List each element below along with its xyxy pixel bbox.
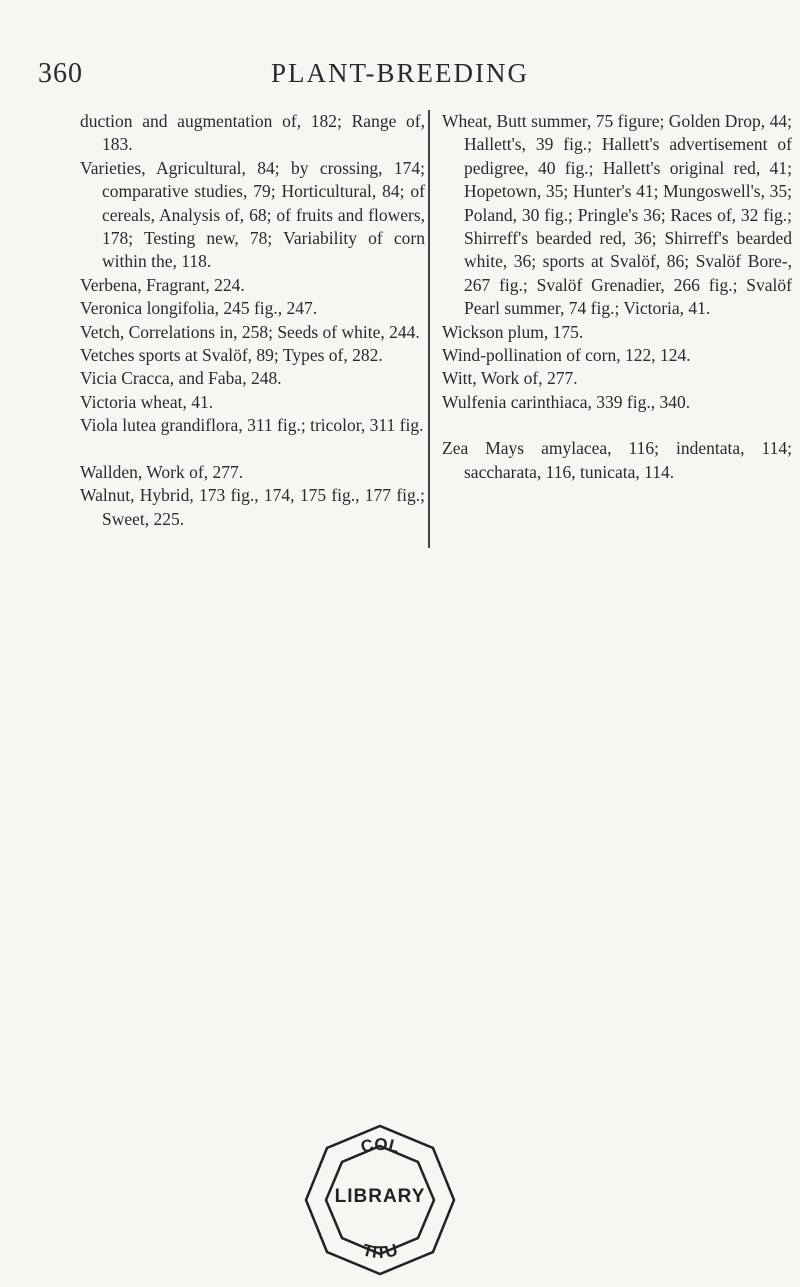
index-entry: Wallden, Work of, 277. xyxy=(80,461,244,482)
index-entry: Viola lutea grandiflora, 311 fig.; tricolor, 311 fig. xyxy=(80,415,424,436)
index-column-left xyxy=(80,110,425,531)
svg-text:TITU xyxy=(360,1240,399,1262)
running-head: PLANT-BREEDING xyxy=(270,58,529,88)
index-entry: Wickson plum, 175. xyxy=(442,321,584,342)
section-gap xyxy=(80,438,425,461)
page-number: 360 xyxy=(38,58,83,89)
index-entry: Vetches sports at Svalöf, 89; Types of, 282. xyxy=(80,345,383,366)
svg-text:COL xyxy=(359,1135,402,1157)
index-entry: Walnut, Hybrid, 173 fig., 174, 175 fig., 177 fig.; Sweet, 225. xyxy=(80,485,425,529)
stamp-top-text: COL xyxy=(358,1134,402,1157)
index-entry: Vicia Cracca, and Faba, 248. xyxy=(80,368,282,389)
index-entry: Witt, Work of, 277. xyxy=(442,368,578,389)
stamp-center-text: LIBRARY xyxy=(334,1186,426,1207)
index-entry: Vetch, Correlations in, 258; Seeds of white, 244. xyxy=(80,321,420,342)
index-entry: Victoria wheat, 41. xyxy=(80,391,214,412)
index-entry: duction and augmentation of, 182; Range of, 183. xyxy=(80,111,425,155)
index-entry: Wheat, Butt summer, 75 figure; Golden Drop, 44; Hallett's, 39 fig.; Hallett's advertisement of pedigree, 40 fig.; Hallett's original red, 41; Hopetown, 35; Hunter's 41; Mungoswell's, 35; Poland, 30 fig.; Pringle's 36; Races of, 32 fig.; Shirreff's bearded red, 36; Shirreff's bearded white, 36; sports at Svalöf, 86; Svalöf Bore-, 267 fig.; Svalöf Grenadier, 266 fig.; Svalöf Pearl summer, 74 fig.; Victoria, 41. xyxy=(442,111,792,319)
column-divider xyxy=(428,110,430,548)
index-entry: Veronica longifolia, 245 fig., 247. xyxy=(80,298,318,319)
index-entry: Wulfenia carinthiaca, 339 fig., 340. xyxy=(442,391,691,412)
section-gap xyxy=(442,414,792,437)
stamp-bottom-text: TITU xyxy=(360,1240,400,1263)
index-entry: Varieties, Agricultural, 84; by crossing, 174; comparative studies, 79; Horticultural, 84; of cereals, Analysis of, 68; of fruits and flowers, 178; Testing new, 78; Variability of corn within the, 118. xyxy=(80,157,425,272)
library-stamp xyxy=(300,1120,460,1280)
index-entry: Zea Mays amylacea, 116; indentata, 114; saccharata, 116, tunicata, 114. xyxy=(442,438,792,482)
index-column-right xyxy=(442,110,792,484)
index-entry: Verbena, Fragrant, 224. xyxy=(80,274,245,295)
page-header xyxy=(0,54,800,94)
index-entry: Wind-pollination of corn, 122, 124. xyxy=(442,345,691,366)
